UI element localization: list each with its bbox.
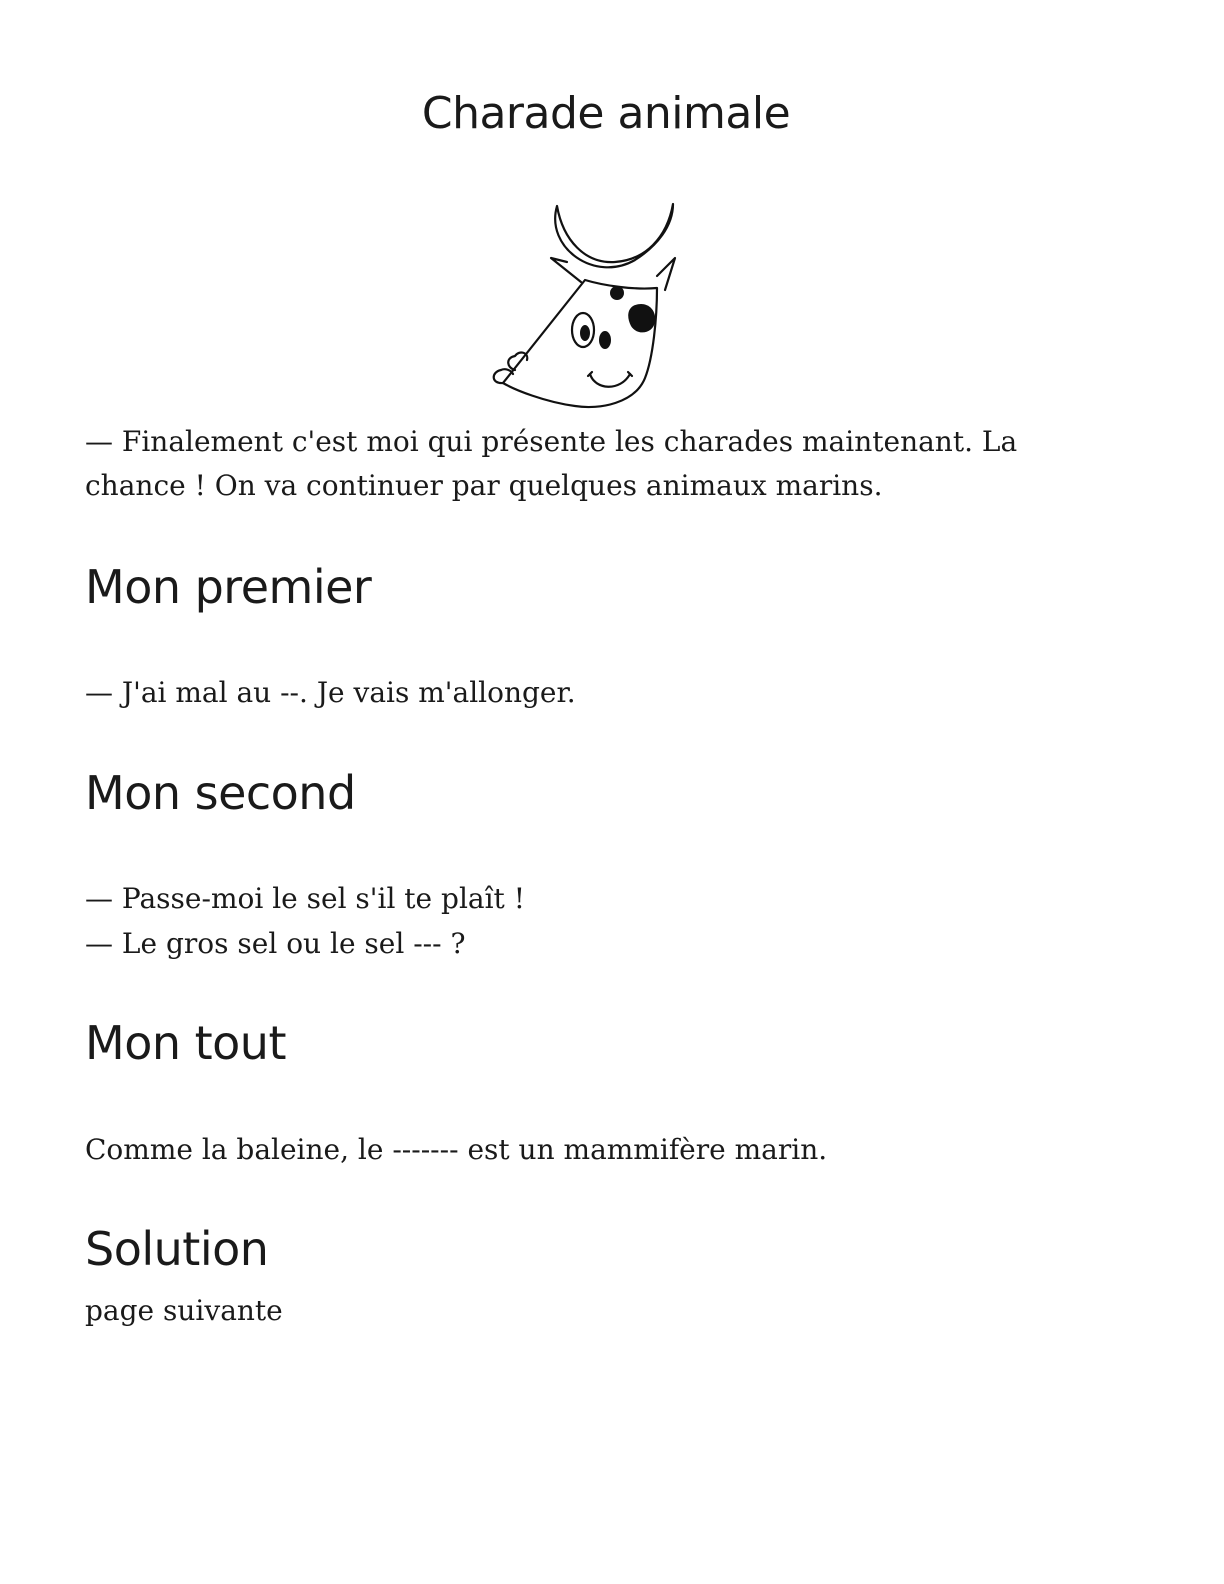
section-heading-second: Mon second — [85, 766, 356, 820]
text-line: — J'ai mal au --. Je vais m'allonger. — [85, 676, 576, 709]
section-text-premier — [85, 670, 576, 715]
intro-paragraph: — Finalement c'est moi qui présente les charades maintenant. La chance ! On va continuer par quelques animaux marins. — [85, 425, 1018, 502]
section-heading-tout: Mon tout — [85, 1016, 286, 1070]
section-text-second — [85, 876, 525, 966]
section-text-tout — [85, 1127, 827, 1172]
page-title: Charade animale — [421, 88, 791, 139]
section-heading-premier: Mon premier — [85, 560, 372, 614]
text-line: page suivante — [85, 1294, 283, 1327]
text-line: Comme la baleine, le ------- est un mammifère marin. — [85, 1133, 828, 1166]
cow-head-icon — [485, 198, 685, 413]
text-line: — Le gros sel ou le sel --- ? — [85, 927, 466, 960]
section-text-solution — [85, 1288, 283, 1333]
section-heading-solution: Solution — [85, 1222, 269, 1276]
text-line: — Passe-moi le sel s'il te plaît ! — [85, 882, 525, 915]
